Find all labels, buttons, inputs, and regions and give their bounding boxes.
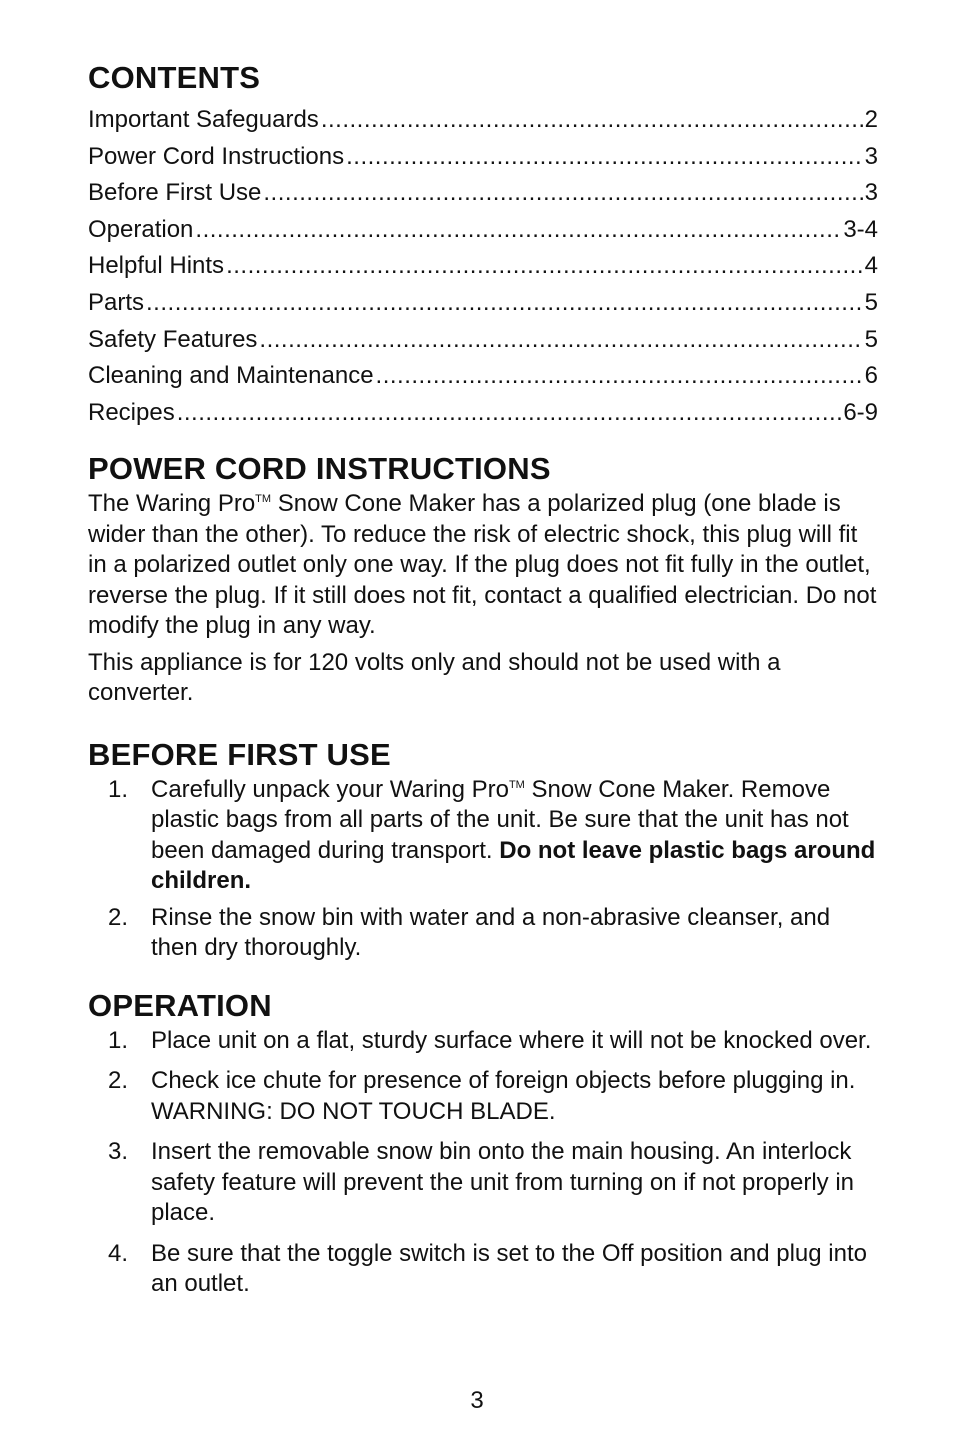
toc-page: 3 (864, 179, 878, 207)
toc-leader-dots (259, 322, 862, 359)
list-item (88, 775, 878, 897)
toc-row (88, 322, 878, 359)
toc-page: 6-9 (843, 398, 878, 426)
toc-page: 2 (864, 106, 878, 133)
toc-label: Power Cord Instructions (88, 142, 345, 170)
list-item (88, 1066, 878, 1127)
list-item (88, 1026, 878, 1057)
list-number: 4. (108, 1239, 129, 1267)
toc-row (88, 248, 878, 285)
list-number: 3. (108, 1138, 129, 1166)
toc-row (88, 102, 878, 139)
toc-page: 5 (864, 325, 878, 353)
list-number: 1. (108, 1026, 129, 1054)
operation-section (88, 986, 878, 1300)
list-item (88, 903, 878, 964)
list-text: Place unit on a flat, sturdy surface where it will not be knocked over. (151, 1026, 872, 1054)
list-number: 2. (108, 1067, 129, 1095)
list-text: Check ice chute for presence of foreign objects before plugging in. WARNING: DO NOT TOUCH BLADE. (151, 1067, 856, 1125)
operation-list (88, 1026, 878, 1300)
toc-row (88, 358, 878, 395)
toc-label: Parts (88, 288, 145, 316)
list-text: Carefully unpack your Waring Pro™ Snow Cone Maker. Remove plastic bags from all parts of the unit. Be sure that the unit has not been damaged during transport. Do not leave plastic bags around children. (151, 775, 876, 895)
toc-page: 6 (864, 362, 878, 390)
toc-leader-dots (376, 358, 863, 395)
toc-page: 4 (864, 252, 878, 280)
toc-label: Before First Use (88, 179, 262, 207)
before-first-use-section (88, 735, 878, 964)
trademark-symbol: TM (508, 778, 525, 791)
toc-row (88, 212, 878, 249)
operation-heading: OPERATION (88, 987, 272, 1023)
power-cord-heading: POWER CORD INSTRUCTIONS (88, 451, 551, 487)
power-cord-section (88, 449, 878, 709)
para-text: Snow Cone Maker has a polarized plug (one blade is wider than the other). To reduce the risk of electric shock, this plug will fit in a polarized outlet only one way. If the plug does not fit fully in the outlet, reverse the plug. If it still does not fit, contact a qualified electrician. Do not modify the plug in any way. (88, 490, 877, 640)
toc-label: Recipes (88, 398, 175, 426)
toc-page: 5 (864, 288, 878, 316)
manual-page (88, 58, 878, 1300)
toc-leader-dots (146, 285, 863, 322)
table-of-contents (88, 102, 878, 431)
page-number: 3 (470, 1387, 484, 1414)
trademark-symbol: TM (255, 493, 272, 506)
toc-leader-dots (321, 102, 863, 139)
toc-label: Safety Features (88, 325, 258, 353)
toc-leader-dots (195, 212, 841, 249)
toc-leader-dots (226, 248, 863, 285)
toc-leader-dots (177, 395, 842, 432)
toc-row (88, 139, 878, 176)
list-text: Rinse the snow bin with water and a non-abrasive cleanser, and then dry thoroughly. (151, 903, 831, 962)
toc-leader-dots (263, 175, 862, 212)
before-first-use-list (88, 775, 878, 964)
toc-label: Important Safeguards (88, 106, 319, 133)
list-text: Be sure that the toggle switch is set to the Off position and plug into an outlet. (151, 1239, 867, 1298)
toc-row (88, 285, 878, 322)
toc-leader-dots (346, 139, 863, 176)
list-item (88, 1239, 878, 1300)
toc-page: 3-4 (843, 215, 878, 243)
list-number: 1. (108, 775, 129, 803)
para-text: The Waring Pro (88, 490, 256, 518)
list-item (88, 1137, 878, 1229)
toc-row (88, 395, 878, 432)
toc-label: Operation (88, 215, 194, 243)
toc-label: Helpful Hints (88, 252, 225, 280)
toc-row (88, 175, 878, 212)
power-cord-paragraph (88, 489, 878, 642)
toc-label: Cleaning and Maintenance (88, 362, 374, 390)
contents-heading: CONTENTS (88, 60, 261, 95)
warning-text: Do not leave plastic bags around children. (151, 836, 876, 895)
voltage-paragraph: This appliance is for 120 volts only and should not be used with a converter. (88, 648, 781, 707)
before-first-use-heading: BEFORE FIRST USE (88, 736, 391, 772)
toc-page: 3 (864, 142, 878, 170)
list-number: 2. (108, 903, 129, 931)
list-text: Insert the removable snow bin onto the main housing. An interlock safety feature will prevent the unit from turning on if not properly in place. (151, 1138, 855, 1227)
